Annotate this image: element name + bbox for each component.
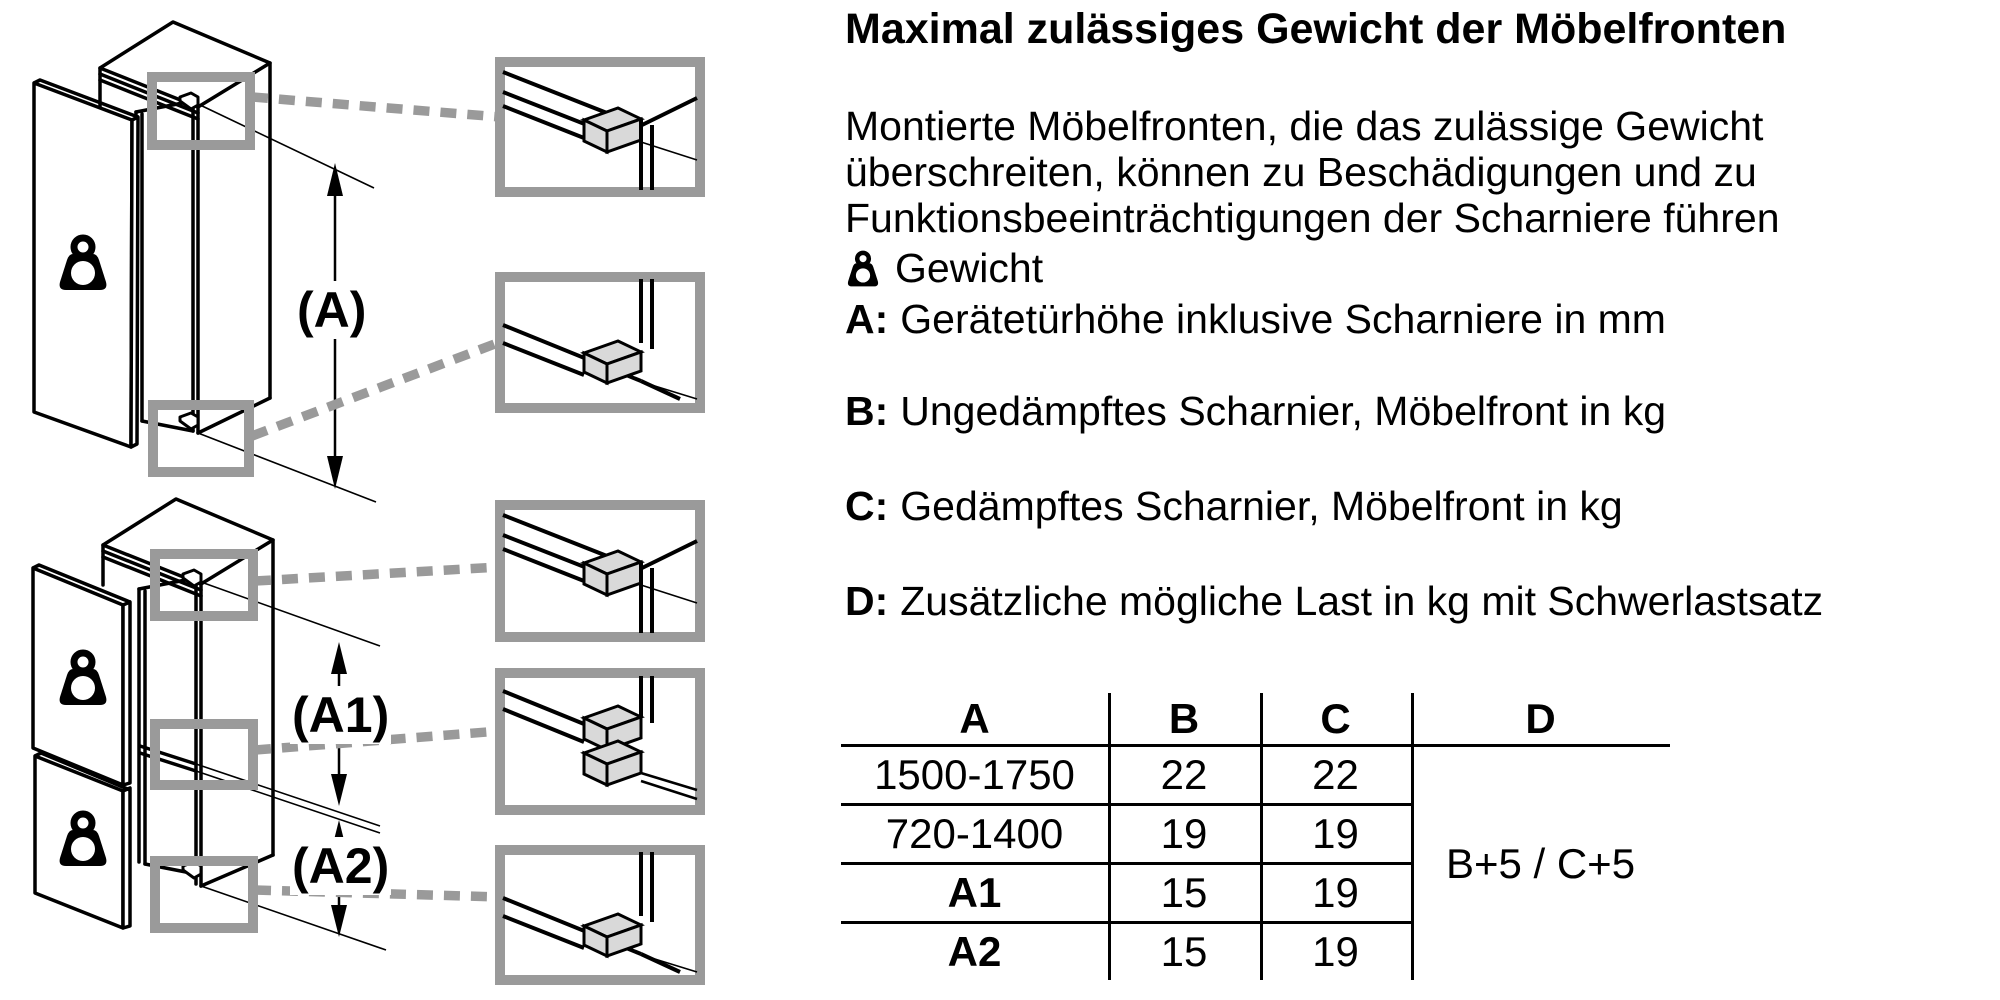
table-header-a: A <box>959 694 990 742</box>
legend-text-a: Gerätetürhöhe inklusive Scharniere in mm <box>900 296 1666 342</box>
legend-key-d: D: <box>845 578 889 624</box>
table-row-1-c: 22 <box>1312 751 1359 798</box>
dimension-reference-lines <box>196 104 386 950</box>
intro-line-1: Montierte Möbelfronten, die das zulässige Gewicht <box>845 103 1764 149</box>
table-row-2-c: 19 <box>1312 810 1359 857</box>
dimension-label-a: (A) <box>297 282 367 338</box>
table-header-b: B <box>1168 694 1200 742</box>
intro-line-3: Funktionsbeeinträchtigungen der Scharniere führen <box>845 195 1780 241</box>
table-row-4-c: 19 <box>1312 928 1359 975</box>
intro-line-2: überschreiten, können zu Beschädigungen und zu <box>845 149 1757 195</box>
intro-paragraph <box>845 103 1780 241</box>
legend-item-b <box>845 388 1666 435</box>
table-row-3-c: 19 <box>1312 869 1359 916</box>
legend-key-b: B: <box>845 388 889 434</box>
table-row-2-a: 720-1400 <box>885 810 1064 857</box>
table-row-3-b: 15 <box>1160 869 1208 916</box>
legend-key-a: A: <box>845 296 889 342</box>
table-header-d: D <box>1525 694 1556 742</box>
table-row-4-a: A2 <box>947 928 1002 975</box>
fridge-freezer-front-panels <box>33 565 130 928</box>
legend-gewicht-label: Gewicht <box>895 245 1044 291</box>
page-title: Maximal zulässiges Gewicht der Möbelfronten <box>845 5 1787 53</box>
table-row-1-a: 1500-1750 <box>874 751 1075 798</box>
dimension-label-a2: (A2) <box>292 838 390 894</box>
weight-icon <box>845 249 881 289</box>
table-row-1-b: 22 <box>1160 751 1208 798</box>
legend-item-d <box>845 578 1823 625</box>
legend-key-c: C: <box>845 483 889 529</box>
legend-text-d: Zusätzliche mögliche Last in kg mit Schwerlastsatz <box>900 578 1824 624</box>
table-cell-d-merged: B+5 / C+5 <box>1445 839 1636 887</box>
legend-text-c: Gedämpftes Scharnier, Möbelfront in kg <box>900 483 1623 529</box>
table-row-4-b: 15 <box>1160 928 1208 975</box>
table-row-3-a: A1 <box>947 869 1002 916</box>
legend-item-a <box>845 296 1666 343</box>
hinge-detail-boxes <box>500 62 700 980</box>
legend-gewicht <box>845 245 1043 292</box>
dimension-label-a1: (A1) <box>292 687 390 743</box>
legend-item-c <box>845 483 1623 530</box>
zoom-connector-lines <box>252 97 500 897</box>
table-row-2-b: 19 <box>1160 810 1208 857</box>
table-header-c: C <box>1320 694 1351 742</box>
legend-text-b: Ungedämpftes Scharnier, Möbelfront in kg <box>900 388 1667 434</box>
